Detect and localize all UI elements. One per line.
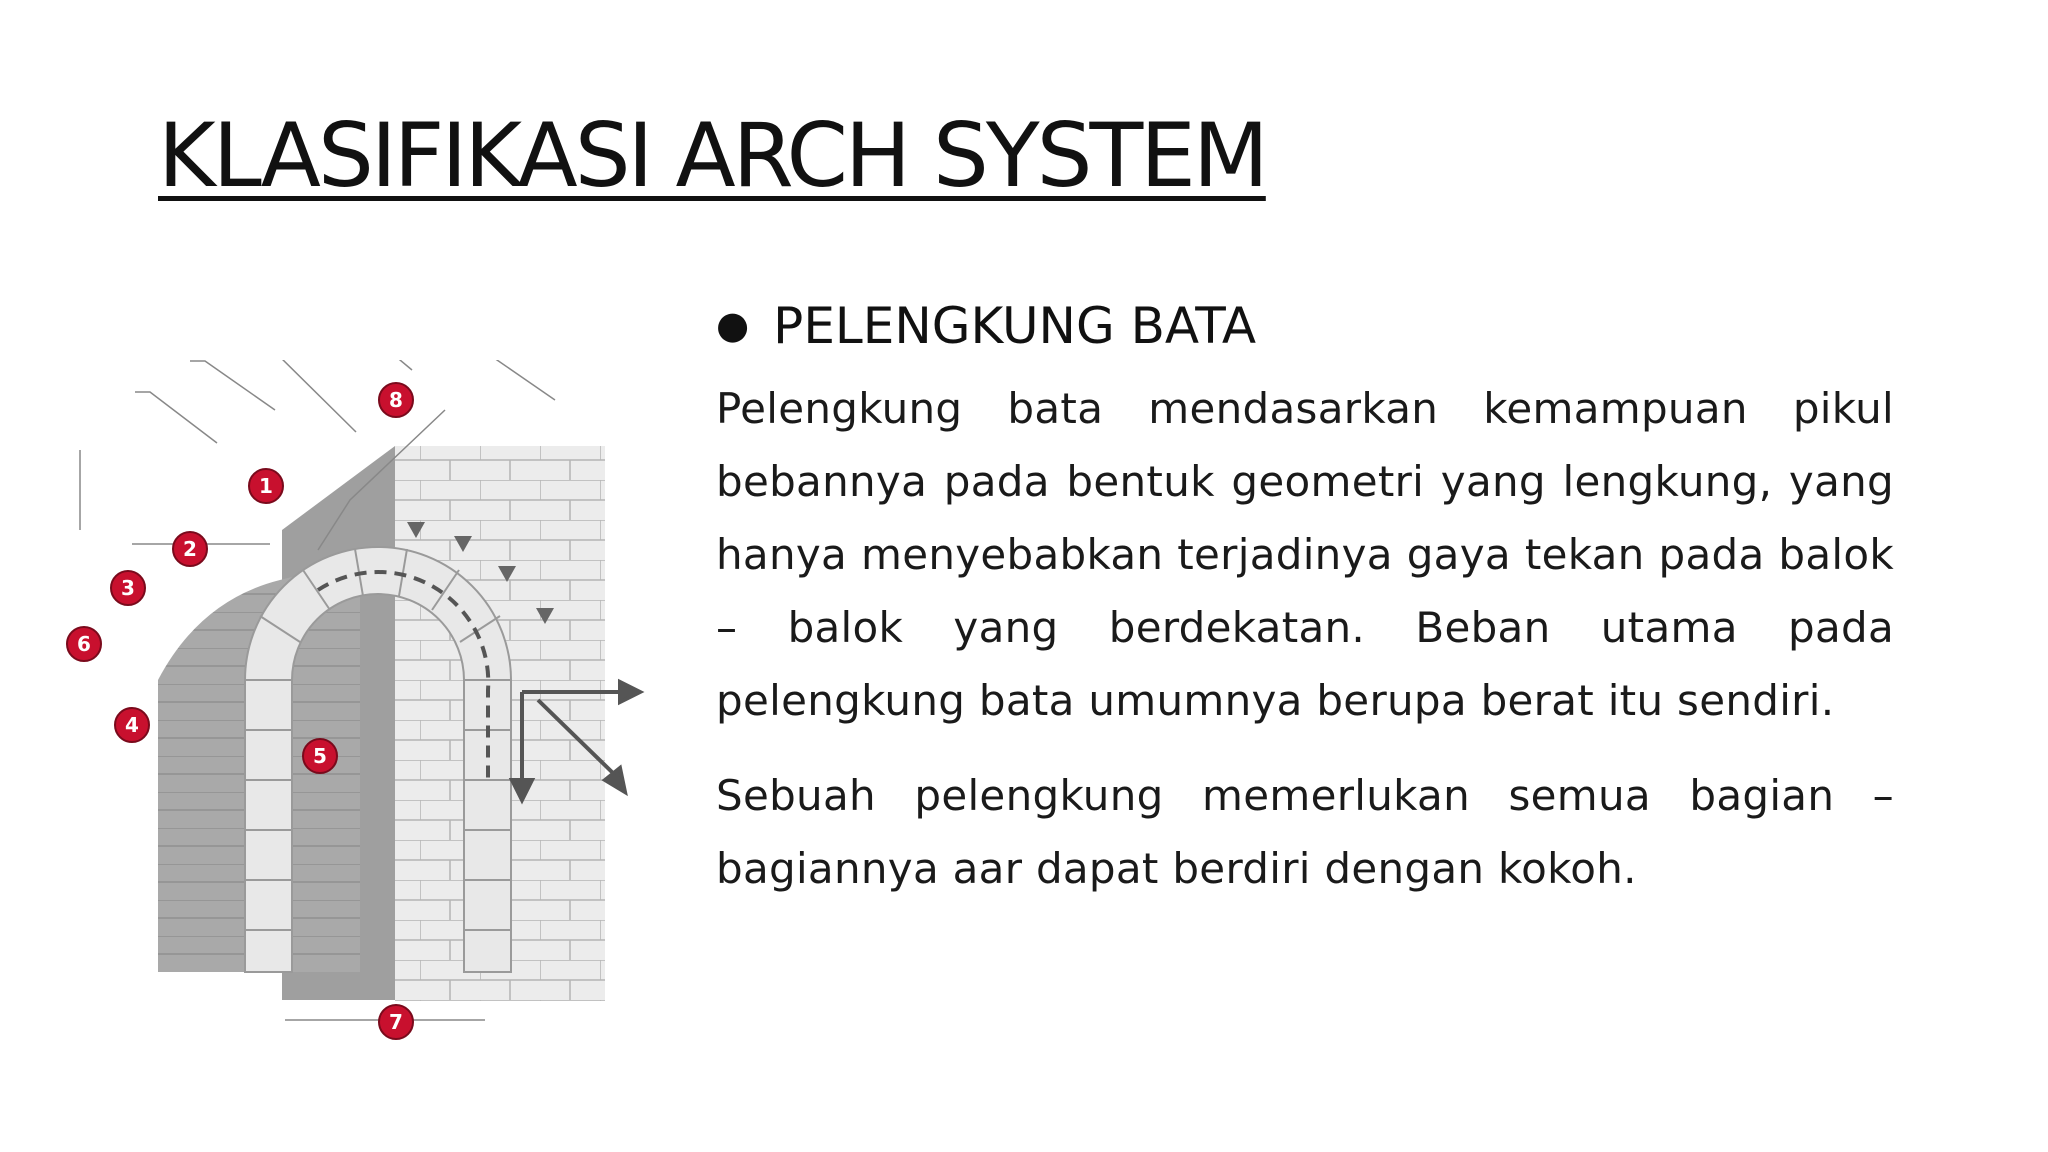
marker-3-label: 3 bbox=[121, 576, 135, 600]
bullet-heading bbox=[716, 296, 1894, 356]
brick-arch-diagram bbox=[60, 360, 660, 1060]
marker-2-label: 2 bbox=[183, 537, 197, 561]
bullet-icon: ● bbox=[716, 303, 750, 348]
marker-6-label: 6 bbox=[77, 632, 91, 656]
paragraph-1: Pelengkung bata mendasarkan kemampuan pikul bebannya pada bentuk geometri yang lengkung, yang hanya menyebabkan terjadinya gaya tekan pada balok – balok yang berdekatan. Beban utama pada pelengkung bata umumnya berupa berat itu sendiri. bbox=[716, 384, 1894, 725]
marker-5-label: 5 bbox=[313, 744, 327, 768]
marker-8-label: 8 bbox=[389, 388, 403, 412]
section-heading: PELENGKUNG BATA bbox=[773, 297, 1257, 355]
paragraph-2: Sebuah pelengkung memerlukan semua bagian – bagiannya aar dapat berdiri dengan kokoh. bbox=[716, 771, 1894, 893]
slide-title: KLASIFIKASI ARCH SYSTEM bbox=[158, 104, 1266, 207]
arch-illustration bbox=[60, 360, 660, 1060]
marker-1-label: 1 bbox=[259, 474, 273, 498]
marker-7-label: 7 bbox=[389, 1010, 403, 1034]
slide-content bbox=[716, 296, 1894, 905]
marker-4-label: 4 bbox=[125, 713, 139, 737]
